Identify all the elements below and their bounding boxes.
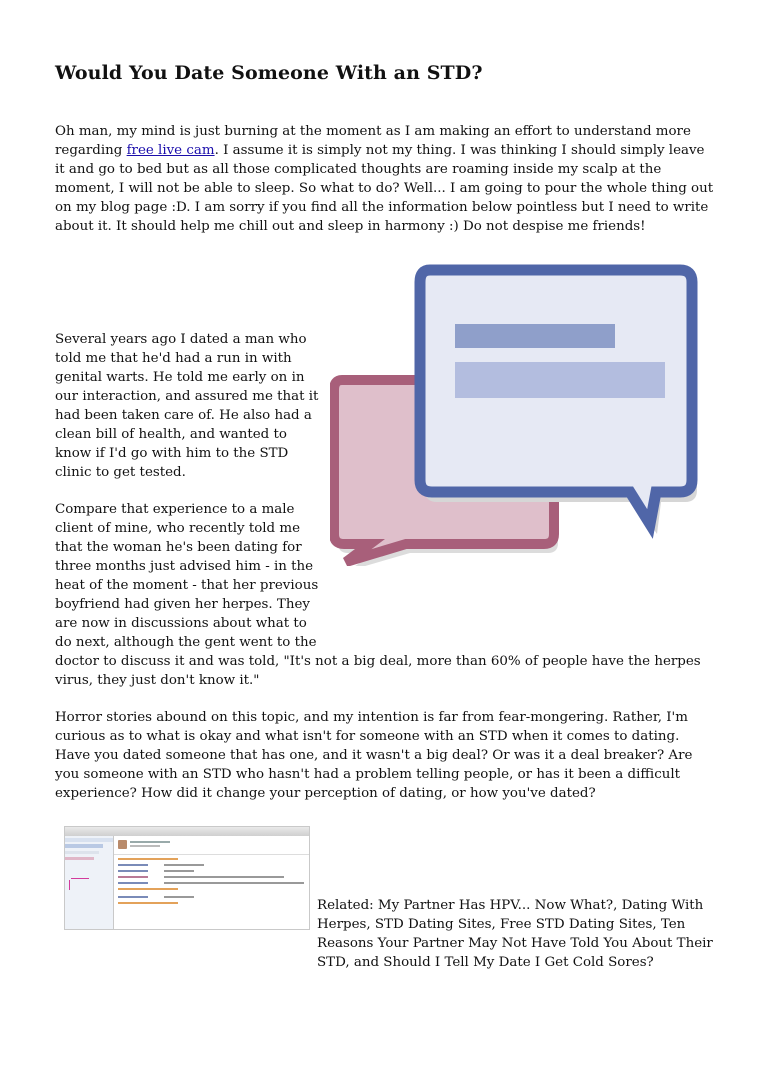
chat-bubbles-icon	[330, 262, 706, 566]
bubble-bar-long	[455, 362, 665, 398]
chat-window-titlebar	[65, 827, 309, 836]
related-text: Related: My Partner Has HPV... Now What?, Dating With Herpes, STD Dating Sites, Free STD Dating Sites, Ten Reasons Your Partner May Not Have Told You About Their STD, and Should I Tell My Date I Get Cold Sores?	[317, 898, 713, 970]
chat-window-screenshot	[64, 826, 310, 930]
bubble-bar-short	[455, 324, 615, 348]
intro-paragraph	[55, 122, 715, 236]
intro-text-before-link: Oh man, my mind is just burning at the moment as I am making an effort to understand more regarding	[55, 124, 691, 158]
page-title: Would You Date Someone With an STD?	[55, 62, 483, 84]
paragraph-client-text: Compare that experience to a male client of mine, who recently told me that the woman he's been dating for three months just advised him - in the heat of the moment - that her previous boyfriend had given her herpes. They are now in discussions about what to do next, although the gent went to the doctor to discuss it and was told, "It's not a big deal, more than 60% of people have the herpes virus, they just don't know it."	[55, 502, 701, 688]
chat-messages-panel	[114, 836, 309, 929]
chat-participants-panel	[65, 836, 114, 929]
paragraph-horror-stories: Horror stories abound on this topic, and my intention is far from fear-mongering. Rather, I'm curious as to what is okay and what isn't for someone with an STD when it comes to dating. Have you dated someone that has one, and it wasn't a big deal? Or was it a deal breaker? Are you someone with an STD who hasn't had a problem telling people, or has it been a difficult experience? How did it change your perception of dating, or how you've dated?	[55, 710, 693, 801]
paragraph-dated-man: Several years ago I dated a man who told me that he'd had a run in with genital warts. He told me early on in our interaction, and assured me that it had been taken care of. He also had a clean bill of health, and wanted to know if I'd go with him to the STD clinic to get tested.	[55, 332, 319, 480]
intro-text-after-link: . I assume it is simply not my thing. I was thinking I should simply leave it and go to bed but as all those complicated thoughts are roaming inside my scalp at the moment, I will not be able to sleep. So what to do? Well... I am going to pour the whole thing out on my blog page :D. I am sorry if you find all the information below pointless but I need to write about it. It should help me chill out and sleep in harmony :) Do not despise me friends!	[55, 143, 714, 234]
free-live-cam-link[interactable]: free live cam	[126, 143, 215, 158]
front-bubble-shape	[420, 270, 697, 534]
